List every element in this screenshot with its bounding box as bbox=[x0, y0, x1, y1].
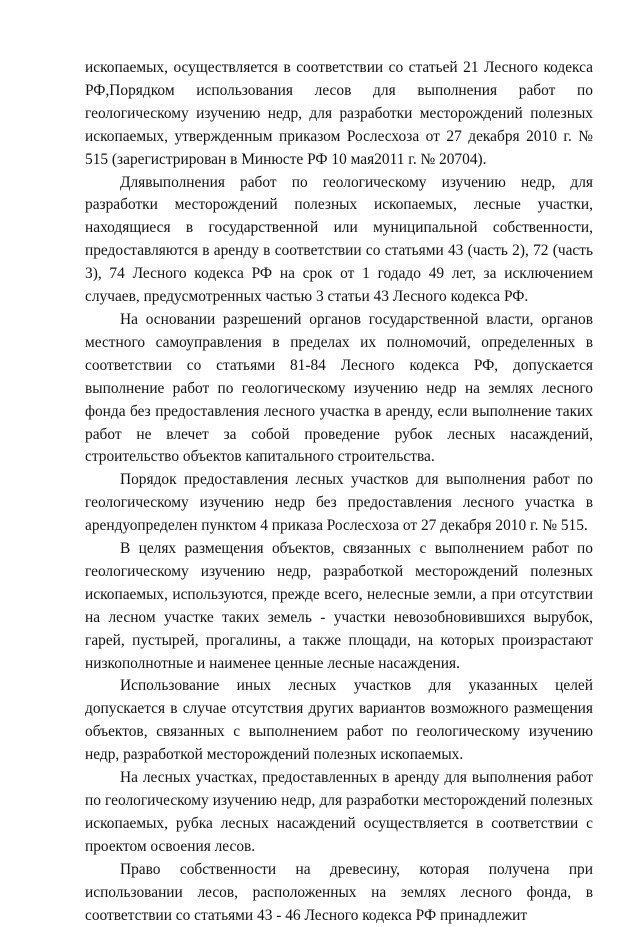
paragraph-continuation: ископаемых, осуществляется в соответствии со статьей 21 Лесного кодекса РФ,Порядком использования лесов для выполнения работ по геологическому изучению недр, для разработки месторождений полезных ископаемых, утвержденным приказом Рослесхоза от 27 декабря 2010 г. № 515 (зарегистрирован в Минюсте РФ 10 мая2011 г. № 20704). bbox=[85, 59, 593, 168]
paragraph-siting: В целях размещения объектов, связанных с выполнением работ по геологическому изучению недр, разработкой месторождений полезных ископаемых, используются, прежде всего, нелесные земли, а при отсутствии на лесном участке таких земель - участки невозобновившихся вырубок, гарей, пустырей, прогалины, а также площади, на которых произрастают низкополнотные и наименее ценные лесные насаждения. bbox=[85, 540, 593, 672]
paragraph-ownership: Право собственности на древесину, которая получена при использовании лесов, расположенных на землях лесного фонда, в соответствии со статьями 43 - 46 Лесного кодекса РФ принадлежит bbox=[85, 860, 593, 924]
paragraph-permits: На основании разрешений органов государственной власти, органов местного самоуправления в пределах их полномочий, определенных в соответствии со статьями 81-84 Лесного кодекса РФ, допускается выполнение работ по геологическому изучению недр на землях лесного фонда без предоставления лесного участка в аренду, если выполнение таких работ не влечет за собой проведение рубок лесных насаждений, строительство объектов капитального строительства. bbox=[85, 310, 593, 466]
paragraph-other-plots: Использование иных лесных участков для указанных целей допускается в случае отсутствия других вариантов возможного размещения объектов, связанных с выполнением работ по геологическому изучению недр, разработкой месторождений полезных ископаемых. bbox=[85, 677, 593, 764]
paragraph-felling: На лесных участках, предоставленных в аренду для выполнения работ по геологическому изучению недр, для разработки месторождений полезных ископаемых, рубка лесных насаждений осуществляется в соответствии с проектом освоения лесов. bbox=[85, 769, 593, 855]
paragraph-procedure: Порядок предоставления лесных участков для выполнения работ по геологическому изучению недр без предоставления лесного участка в арендуопределен пунктом 4 приказа Рослесхоза от 27 декабря 2010 г. № 515. bbox=[85, 471, 593, 535]
document-page bbox=[85, 57, 593, 927]
paragraph-lease-terms: Длявыполнения работ по геологическому изучению недр, для разработки месторождений полезных ископаемых, лесные участки, находящиеся в государственной или муниципальной собственности, предоставляются в аренду в соответствии со статьями 43 (часть 2), 72 (часть 3), 74 Лесного кодекса РФ на срок от 1 годадо 49 лет, за исключением случаев, предусмотренных частью 3 статьи 43 Лесного кодекса РФ. bbox=[85, 173, 593, 306]
